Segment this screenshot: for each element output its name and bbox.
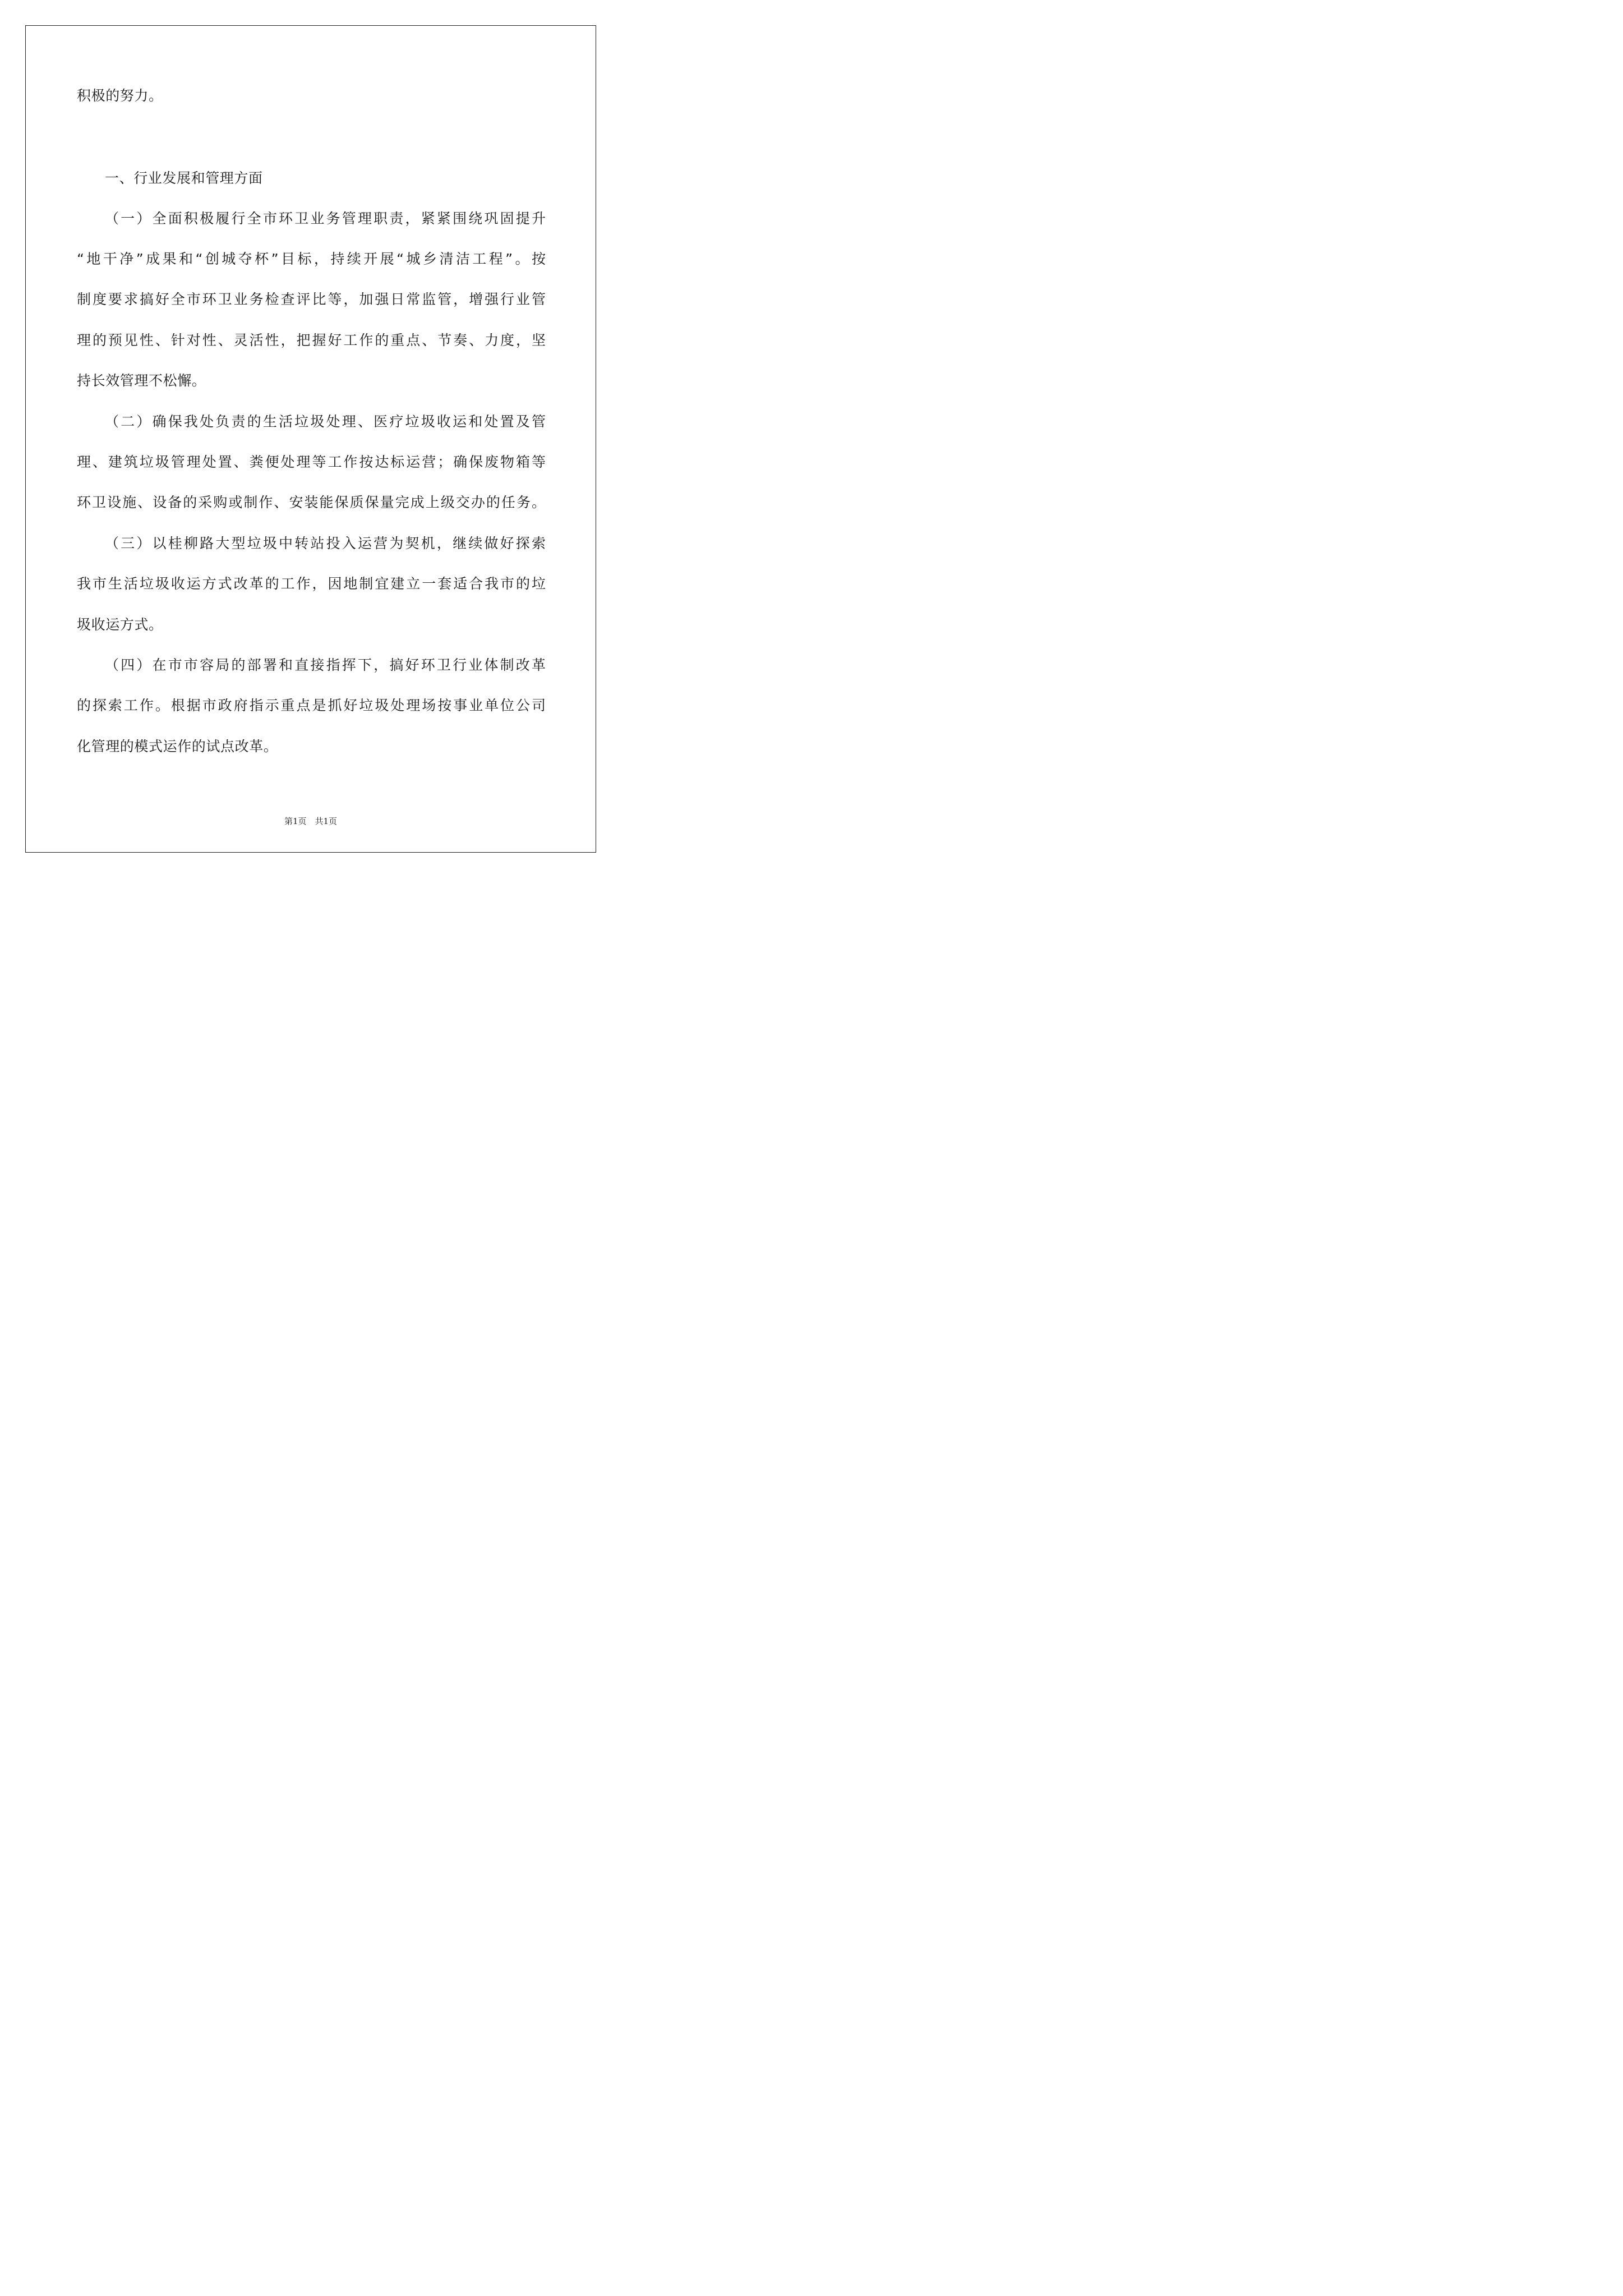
paragraph-1-line-2: “地干净”成果和“创城夺杯”目标，持续开展“城乡清洁工程”。按 [77,251,546,267]
paragraph-3-line-2: 我市生活垃圾收运方式改革的工作，因地制宜建立一套适合我市的垃 [77,576,546,592]
paragraph-2-line-1: （二）确保我处负责的生活垃圾处理、医疗垃圾收运和处置及管 [105,413,546,430]
paragraph-4-line-1: （四）在市市容局的部署和直接指挥下，搞好环卫行业体制改革 [105,657,546,673]
paragraph-4-line-2: 的探索工作。根据市政府指示重点是抓好垃圾处理场按事业单位公司 [77,697,546,714]
paragraph-1-line-4: 理的预见性、针对性、灵活性，把握好工作的重点、节奏、力度，坚 [77,332,546,348]
paragraph-3-line-3: 圾收运方式。 [77,616,163,633]
section-heading: 一、行业发展和管理方面 [105,170,263,186]
page-footer: 第1页 共1页 [284,816,338,826]
page-border [25,25,596,853]
paragraph-2-line-2: 理、建筑垃圾管理处置、粪便处理等工作按达标运营；确保废物箱等 [77,454,546,470]
paragraph-3-line-1: （三）以桂柳路大型垃圾中转站投入运营为契机，继续做好探索 [105,535,546,551]
paragraph-1-line-1: （一）全面积极履行全市环卫业务管理职责，紧紧围绕巩固提升 [105,210,546,227]
paragraph-1-line-5: 持长效管理不松懈。 [77,372,206,389]
text-line-closing: 积极的努力。 [77,88,163,104]
paragraph-4-line-3: 化管理的模式运作的试点改革。 [77,738,278,754]
paragraph-1-line-3: 制度要求搞好全市环卫业务检查评比等，加强日常监管，增强行业管 [77,291,546,307]
paragraph-2-line-3: 环卫设施、设备的采购或制作、安装能保质保量完成上级交办的任务。 [77,494,546,510]
